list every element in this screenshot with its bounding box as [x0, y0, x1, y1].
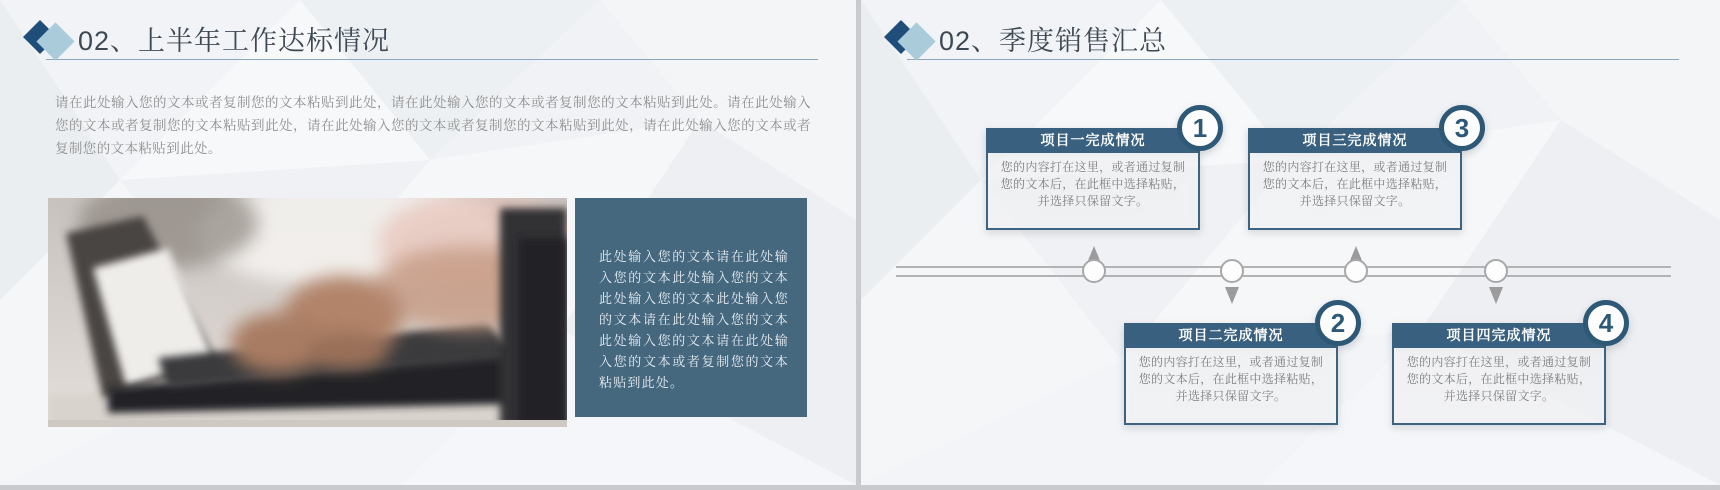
project-card-2: [1124, 308, 1346, 425]
card-number: 1: [1192, 113, 1208, 143]
timeline-track: [896, 275, 1671, 277]
card-header: 项目一完成情况: [986, 128, 1200, 153]
highlight-text-box: [575, 198, 807, 417]
slide-sales-summary[interactable]: [861, 0, 1720, 485]
slide-work-progress[interactable]: [0, 0, 856, 485]
card-header: 项目三完成情况: [1248, 128, 1462, 153]
title-underline: [46, 59, 818, 60]
card-header: 项目四完成情况: [1392, 323, 1606, 348]
timeline-node-3: [1344, 259, 1368, 283]
card-body-text: 您的内容打在这里，或者通过复制您的文本后，在此框中选择粘贴，并选择只保留文字。: [1138, 355, 1324, 403]
timeline-node-2: [1220, 259, 1244, 283]
card-number: 4: [1598, 308, 1614, 338]
card-body-text: 您的内容打在这里，或者通过复制您的文本后，在此框中选择粘贴，并选择只保留文字。: [1406, 355, 1592, 403]
card-number-badge: [1439, 105, 1485, 151]
card-number-badge: [1315, 300, 1361, 346]
card-body: [1248, 153, 1462, 230]
body-paragraph: 请在此处输入您的文本或者复制您的文本粘贴到此处，请在此处输入您的文本或者复制您的文本粘贴到此处。请在此处输入您的文本或者复制您的文本粘贴到此处，请在此处输入您的文本或者复制您的文本粘贴到此处，请在此处输入您的文本或者复制您的文本粘贴到此处。: [55, 95, 811, 156]
card-body-text: 您的内容打在这里，或者通过复制您的文本后，在此框中选择粘贴，并选择只保留文字。: [1000, 160, 1186, 208]
highlight-text: 此处输入您的文本请在此处输入您的文本此处输入您的文本此处输入您的文本此处输入您的文本请在此处输入您的文本此处输入您的文本请在此处输入您的文本或者复制您的文本粘贴到此处。: [599, 249, 789, 390]
card-body-text: 您的内容打在这里，或者通过复制您的文本后，在此框中选择粘贴，并选择只保留文字。: [1262, 160, 1448, 208]
timeline-node-1: [1082, 259, 1106, 283]
timeline-node-4: [1484, 259, 1508, 283]
project-card-4: [1392, 308, 1614, 425]
project-card-3: [1248, 113, 1470, 230]
card-body: [1392, 348, 1606, 425]
project-card-1: [986, 113, 1208, 230]
timeline-track: [896, 266, 1671, 268]
arrow-down-icon: [1489, 287, 1503, 304]
card-body: [1124, 348, 1338, 425]
card-body: [986, 153, 1200, 230]
arrow-down-icon: [1225, 287, 1239, 304]
card-number: 3: [1454, 113, 1470, 143]
slide-header: [0, 0, 856, 64]
laptop-typing-photo: [48, 198, 567, 427]
card-header: 项目二完成情况: [1124, 323, 1338, 348]
card-number: 2: [1330, 308, 1346, 338]
card-number-badge: [1177, 105, 1223, 151]
card-number-badge: [1583, 300, 1629, 346]
page-title: 02、上半年工作达标情况: [78, 26, 391, 56]
page-title: 02、季度销售汇总: [939, 26, 1168, 56]
